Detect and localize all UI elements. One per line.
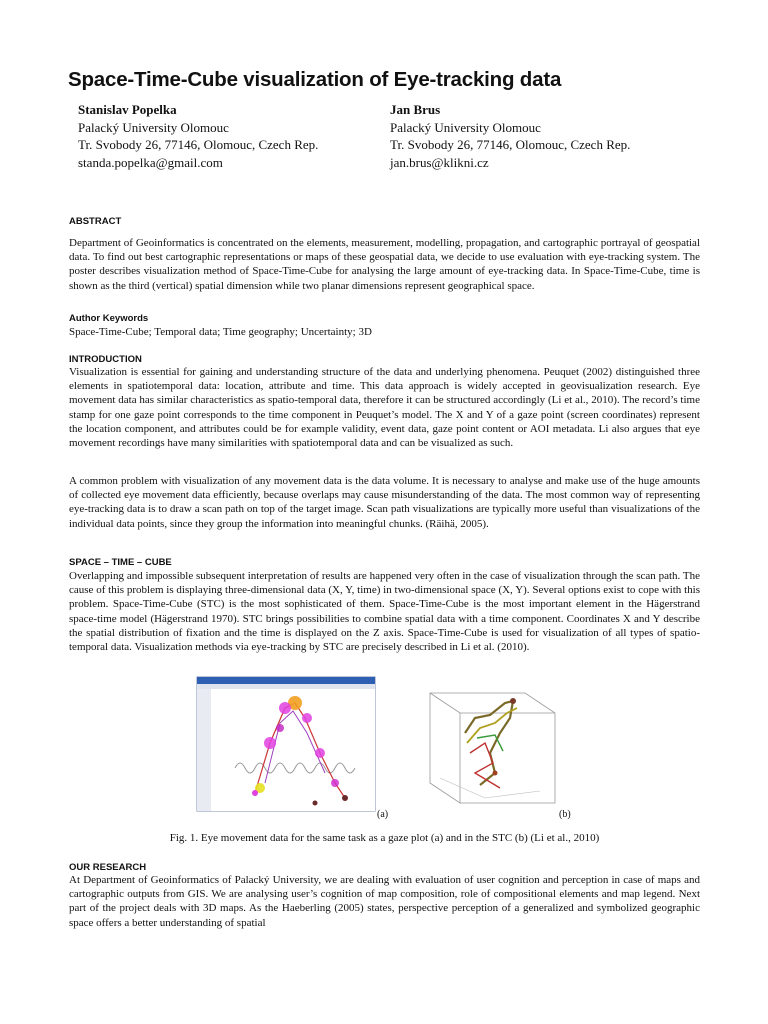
introduction-paragraph-1: Visualization is essential for gaining and understanding structure of the data and underlying phenomena. Peuquet (2002) distinguished three elements in spatiotemporal data: location, attribute and time. This data approach is widely accepted in geovisualization research. Eye movement data has similar characteristics as spatio-temporal data, therefore it can be structured accordingly (Li et al., 2010). The record’s time stamp for one gaze point corresponds to the time component in Peuquet’s model. The X and Y of a gaze point (screen coordinates) represent the location component, and attributes could be for example validity, event data, gaze point content or AOI metadata. Li also argues that eye movement recordings have many similarities with spatiotemporal data and can be visualized as such. bbox=[69, 366, 700, 450]
paper-title: Space-Time-Cube visualization of Eye-tracking data bbox=[68, 68, 562, 91]
author-affiliation: Palacký University Olomouc bbox=[390, 119, 541, 135]
introduction-paragraph-2: A common problem with visualization of any movement data is the data volume. It is necessary to analyse and make use of the huge amounts of collected eye movement data efficiently, because overlaps may cause misunderstanding of the data. The most common way of representing eye-tracking data is to draw a scan path on top of the target image. Scan path visualizations are typically more useful than visualizations of the individual data points, since they group the information into meaningful chunks. (Räihä, 2005). bbox=[69, 475, 700, 530]
author-name: Stanislav Popelka bbox=[78, 102, 177, 117]
author-email: standa.popelka@gmail.com bbox=[78, 154, 223, 170]
author-affiliation: Palacký University Olomouc bbox=[78, 119, 229, 135]
author-address: Tr. Svobody 26, 77146, Olomouc, Czech Rep. bbox=[78, 137, 319, 152]
figure-caption: Fig. 1. Eye movement data for the same task as a gaze plot (a) and in the STC (b) (Li et al., 2010) bbox=[169, 832, 600, 844]
figure-label-b: (b) bbox=[559, 809, 571, 820]
figure-1 bbox=[195, 673, 575, 823]
stc-heading: SPACE – TIME – CUBE bbox=[69, 557, 172, 568]
abstract-text: Department of Geoinformatics is concentrated on the elements, measurement, modelling, propagation, and cartographic portrayal of geospatial data. To find out best cartographic representations or maps of these geospatial data, we decide to use evaluation with eye-tracking system. The poster describes visualization method of Space-Time-Cube for analysing the large amount of eye-tracking data. In Space-Time-Cube, time is shown as the third (vertical) spatial dimension while two planar dimensions represent geographical space. bbox=[69, 237, 700, 292]
keywords-text: Space-Time-Cube; Temporal data; Time geography; Uncertainty; 3D bbox=[69, 326, 372, 338]
figure-label-a: (a) bbox=[377, 809, 389, 820]
author-block-1 bbox=[78, 101, 408, 171]
keywords-heading: Author Keywords bbox=[69, 313, 149, 324]
author-email: jan.brus@klikni.cz bbox=[390, 154, 489, 170]
introduction-heading: INTRODUCTION bbox=[69, 354, 142, 365]
space-time-cube-panel bbox=[430, 693, 555, 803]
abstract-heading: ABSTRACT bbox=[69, 216, 122, 227]
research-heading: OUR RESEARCH bbox=[69, 862, 147, 873]
research-text: At Department of Geoinformatics of Palacký University, we are dealing with evaluation of user cognition and perception in case of maps and cartographic outputs from GIS. We are analysing user’s cognition of map composition, role of compositional elements and map legend. Next part of the project deals with 3D maps. As the Haeberling (2005) states, perspective perception of a generalized and symbolized geographic space offers a better understanding of spatial bbox=[69, 874, 700, 929]
figure-1-graphic bbox=[195, 673, 575, 823]
author-address: Tr. Svobody 26, 77146, Olomouc, Czech Rep. bbox=[390, 137, 631, 152]
author-name: Jan Brus bbox=[390, 102, 441, 117]
stc-text: Overlapping and impossible subsequent interpretation of results are happened very often in the case of visualization through the scan path. The cause of this problem is displaying three-dimensional data (X, Y, time) in two-dimensional space (X, Y). Several options exist to cope with this problem. Space-Time-Cube (STC) is the most sophisticated of them. Space-Time-Cube is the most important element in the Hägerstrand space-time model (Hägerstrand 1970). STC brings possibilities to combine spatial data with a time component. Coordinates X and Y describe the spatial distribution of fixation and the time is displayed on the Z axis. Space-Time-Cube is used for visualization of all types of spatio-temporal data. Visualization methods via eye-tracking by STC are precisely described in Li et al. (2010). bbox=[69, 570, 700, 654]
author-block-2 bbox=[390, 101, 720, 171]
gaze-plot-panel bbox=[197, 677, 375, 811]
